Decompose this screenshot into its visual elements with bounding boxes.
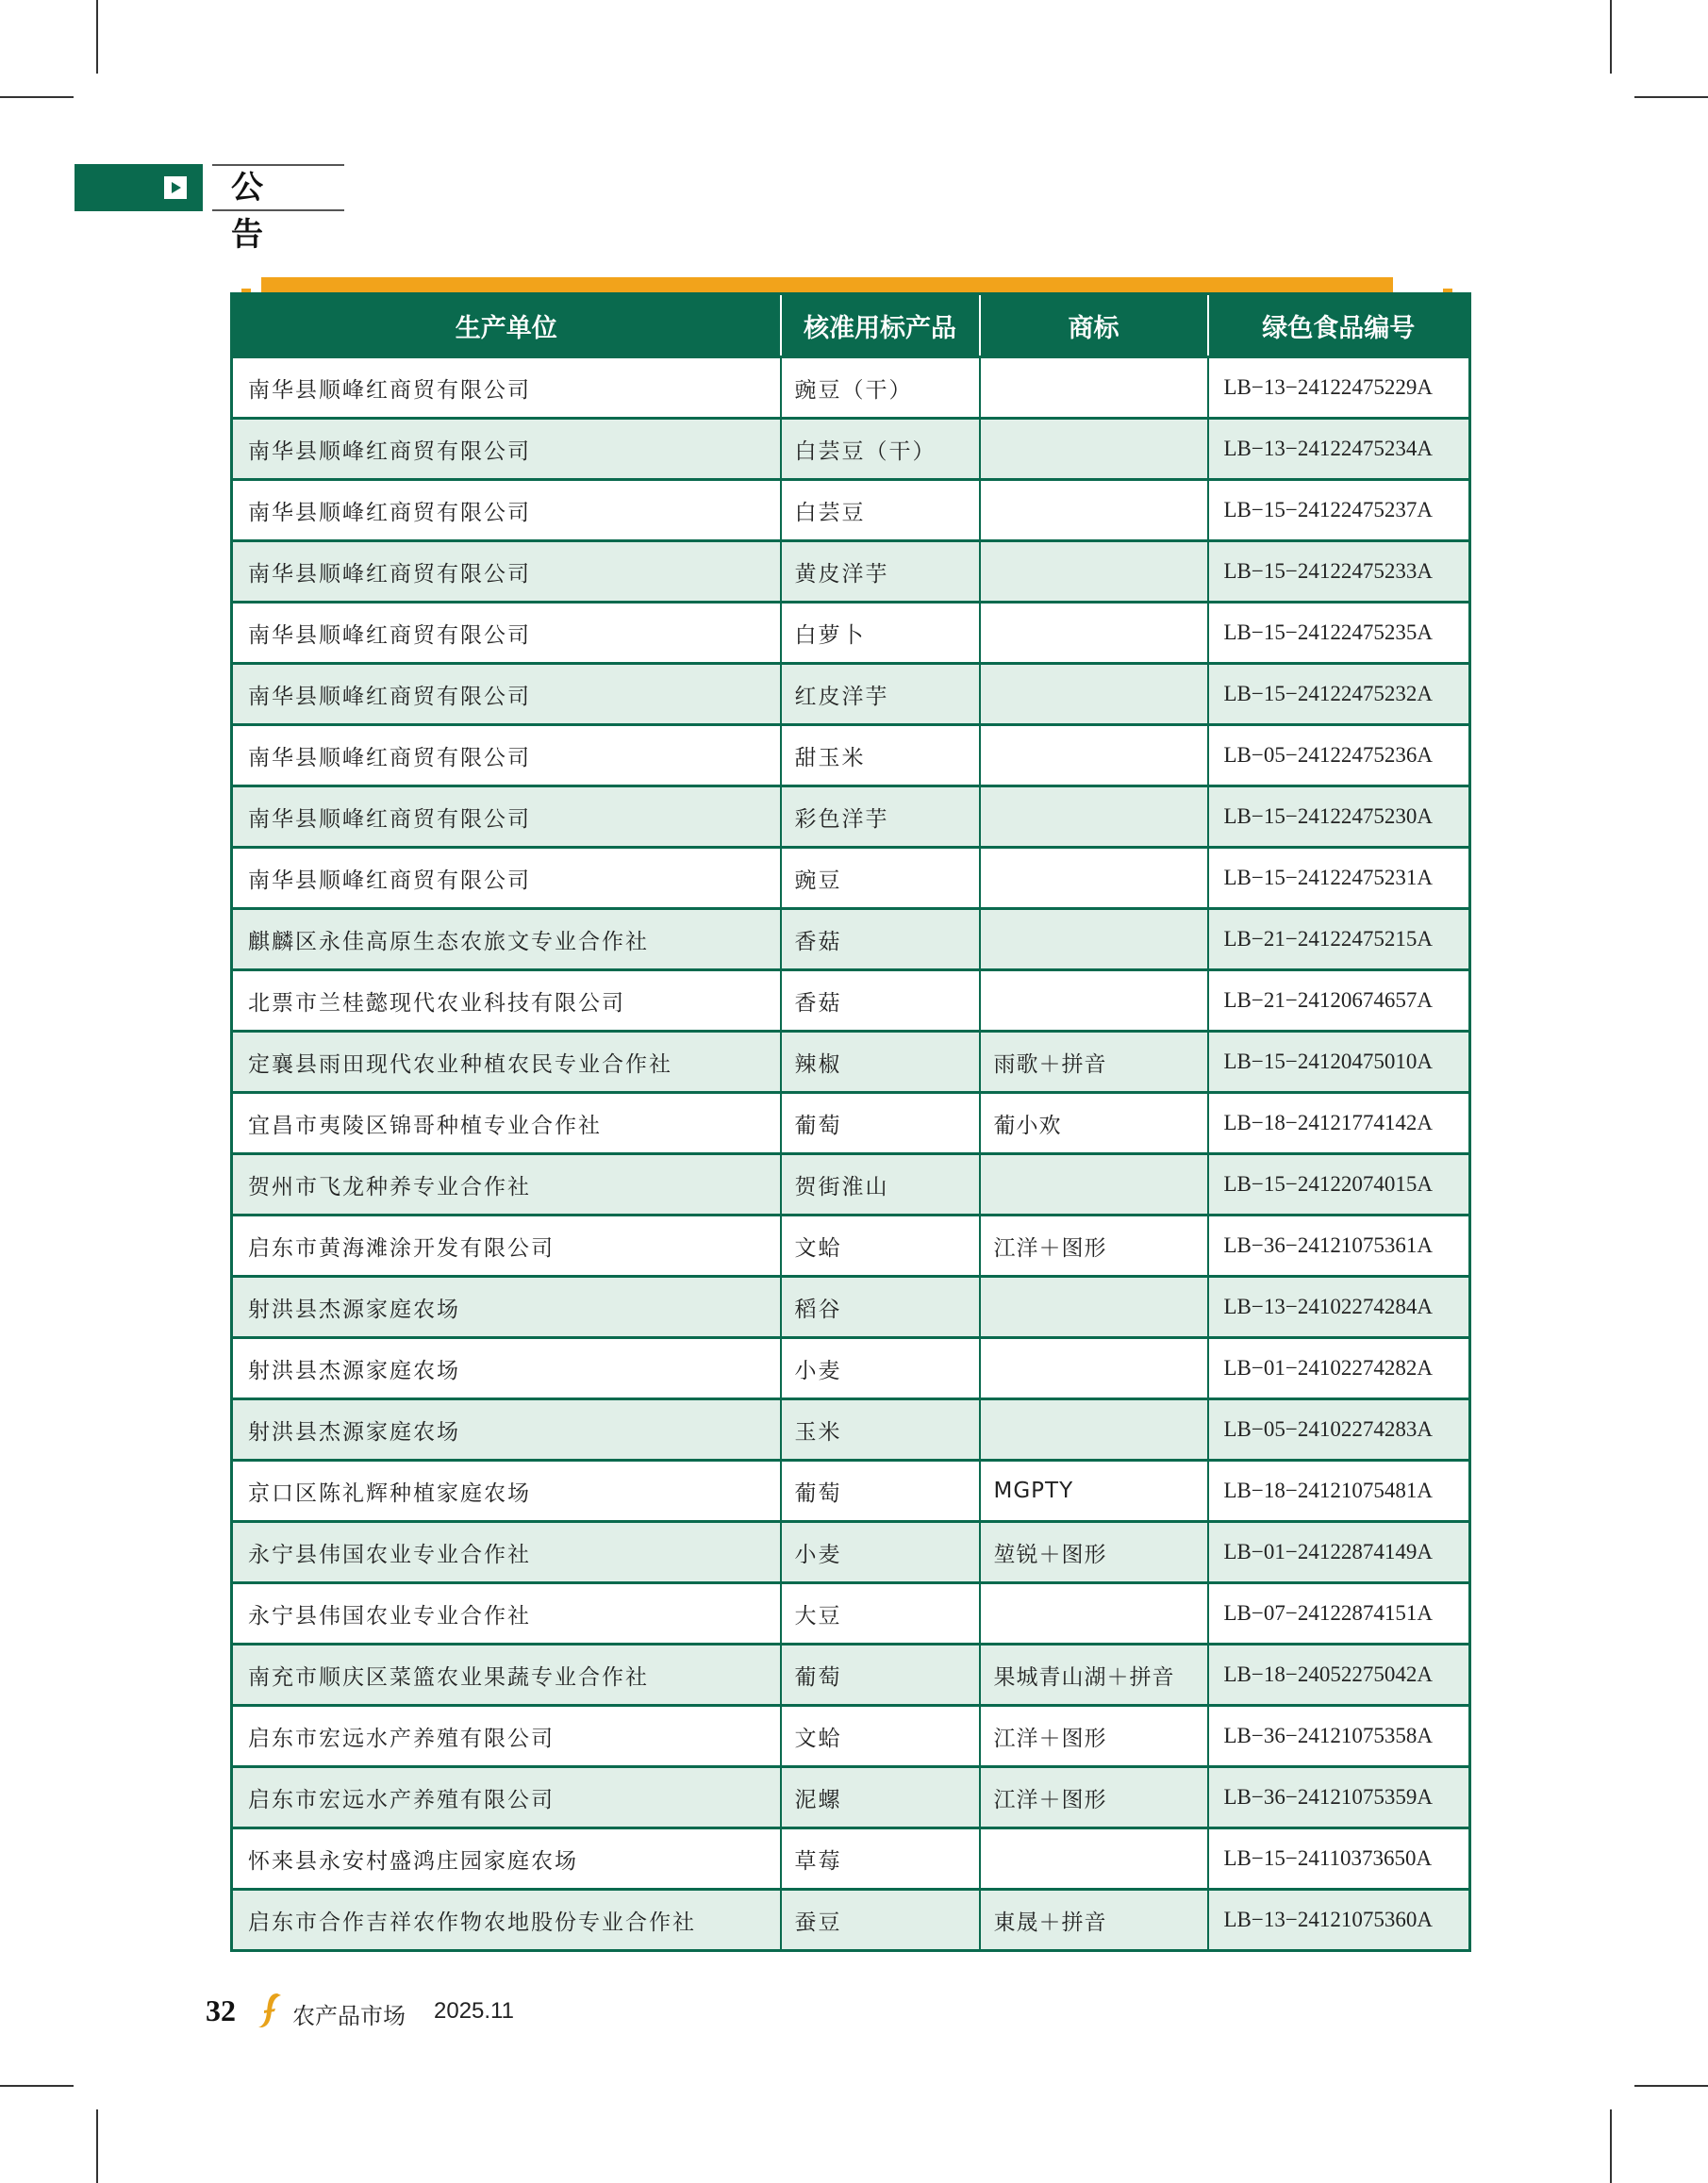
code-cell: LB−36−24121075361A (1208, 1216, 1470, 1277)
code-cell: LB−07−24122874151A (1208, 1583, 1470, 1645)
producer-cell: 南华县顺峰红商贸有限公司 (232, 357, 781, 419)
code-cell: LB−15−24122475232A (1208, 664, 1470, 725)
producer-cell: 定襄县雨田现代农业种植农民专业合作社 (232, 1032, 781, 1093)
producer-cell: 京口区陈礼辉种植家庭农场 (232, 1461, 781, 1522)
product-cell: 小麦 (781, 1338, 980, 1399)
trademark-cell (980, 1828, 1208, 1890)
producer-cell: 麒麟区永佳高原生态农旅文专业合作社 (232, 909, 781, 970)
trademark-cell: MGPTY (980, 1461, 1208, 1522)
product-cell: 大豆 (781, 1583, 980, 1645)
producer-cell: 射洪县杰源家庭农场 (232, 1399, 781, 1461)
magazine-logo-icon (257, 1992, 283, 2029)
product-cell: 辣椒 (781, 1032, 980, 1093)
crop-mark (1610, 0, 1612, 74)
product-cell: 白芸豆 (781, 480, 980, 541)
trademark-cell: 江洋＋图形 (980, 1706, 1208, 1767)
producer-cell: 启东市合作吉祥农作物农地股份专业合作社 (232, 1890, 781, 1951)
page-number: 32 (206, 1993, 236, 2027)
trademark-cell (980, 1583, 1208, 1645)
code-cell: LB−01−24102274282A (1208, 1338, 1470, 1399)
code-cell: LB−15−24122475230A (1208, 786, 1470, 848)
table-header (232, 294, 1470, 357)
producer-cell: 射洪县杰源家庭农场 (232, 1277, 781, 1338)
trademark-cell (980, 848, 1208, 909)
table-row (232, 1828, 1470, 1890)
producer-cell: 南华县顺峰红商贸有限公司 (232, 725, 781, 786)
producer-cell: 南华县顺峰红商贸有限公司 (232, 419, 781, 480)
product-cell: 葡萄 (781, 1461, 980, 1522)
crop-mark (1634, 2085, 1708, 2087)
table-row (232, 1399, 1470, 1461)
trademark-cell: 堃锐＋图形 (980, 1522, 1208, 1583)
trademark-cell: 果城青山湖＋拼音 (980, 1645, 1208, 1706)
producer-cell: 南华县顺峰红商贸有限公司 (232, 541, 781, 603)
product-cell: 文蛤 (781, 1216, 980, 1277)
table-row (232, 1706, 1470, 1767)
code-cell: LB−15−24120475010A (1208, 1032, 1470, 1093)
trademark-cell (980, 970, 1208, 1032)
section-header (75, 164, 344, 254)
table-body (232, 357, 1470, 1951)
producer-cell: 射洪县杰源家庭农场 (232, 1338, 781, 1399)
table-row (232, 603, 1470, 664)
table-row (232, 1093, 1470, 1154)
product-cell: 香菇 (781, 970, 980, 1032)
table-row (232, 664, 1470, 725)
column-header-trademark: 商标 (980, 294, 1208, 357)
column-header-producer: 生产单位 (232, 294, 781, 357)
code-cell: LB−36−24121075358A (1208, 1706, 1470, 1767)
trademark-cell: 雨歌＋拼音 (980, 1032, 1208, 1093)
table-row (232, 786, 1470, 848)
header-gap (203, 164, 212, 211)
table-row (232, 480, 1470, 541)
code-cell: LB−15−24110373650A (1208, 1828, 1470, 1890)
producer-cell: 启东市宏远水产养殖有限公司 (232, 1706, 781, 1767)
producer-cell: 贺州市飞龙种养专业合作社 (232, 1154, 781, 1216)
product-cell: 豌豆（干） (781, 357, 980, 419)
trademark-cell (980, 1277, 1208, 1338)
code-cell: LB−15−24122475231A (1208, 848, 1470, 909)
table-row (232, 970, 1470, 1032)
product-cell: 黄皮洋芋 (781, 541, 980, 603)
certification-table (230, 292, 1468, 1952)
table-row (232, 419, 1470, 480)
product-cell: 香菇 (781, 909, 980, 970)
table-row (232, 1461, 1470, 1522)
trademark-cell: 葡小欢 (980, 1093, 1208, 1154)
product-cell: 白萝卜 (781, 603, 980, 664)
code-cell: LB−05−24102274283A (1208, 1399, 1470, 1461)
trademark-cell (980, 1154, 1208, 1216)
trademark-cell: 東晟＋拼音 (980, 1890, 1208, 1951)
trademark-cell (980, 603, 1208, 664)
trademark-cell (980, 664, 1208, 725)
product-cell: 白芸豆（干） (781, 419, 980, 480)
code-cell: LB−15−24122475233A (1208, 541, 1470, 603)
crop-mark (0, 2085, 74, 2087)
code-cell: LB−13−24122475229A (1208, 357, 1470, 419)
producer-cell: 南华县顺峰红商贸有限公司 (232, 480, 781, 541)
crop-mark (0, 96, 74, 98)
trademark-cell: 江洋＋图形 (980, 1767, 1208, 1828)
product-cell: 甜玉米 (781, 725, 980, 786)
product-cell: 彩色洋芋 (781, 786, 980, 848)
table-row (232, 357, 1470, 419)
producer-cell: 南充市顺庆区菜篮农业果蔬专业合作社 (232, 1645, 781, 1706)
trademark-cell: 江洋＋图形 (980, 1216, 1208, 1277)
product-cell: 葡萄 (781, 1645, 980, 1706)
crop-mark (96, 0, 98, 74)
code-cell: LB−18−24052275042A (1208, 1645, 1470, 1706)
play-icon (164, 176, 187, 199)
table-row (232, 725, 1470, 786)
table (230, 292, 1471, 1952)
producer-cell: 宜昌市夷陵区锦哥种植专业合作社 (232, 1093, 781, 1154)
producer-cell: 永宁县伟国农业专业合作社 (232, 1522, 781, 1583)
issue-date: 2025.11 (434, 1998, 514, 2024)
code-cell: LB−13−24122475234A (1208, 419, 1470, 480)
table-row (232, 1216, 1470, 1277)
producer-cell: 南华县顺峰红商贸有限公司 (232, 786, 781, 848)
producer-cell: 怀来县永安村盛鸿庄园家庭农场 (232, 1828, 781, 1890)
product-cell: 豌豆 (781, 848, 980, 909)
code-cell: LB−21−24120674657A (1208, 970, 1470, 1032)
crop-mark (1610, 2109, 1612, 2183)
product-cell: 葡萄 (781, 1093, 980, 1154)
table-row (232, 1154, 1470, 1216)
crop-mark (96, 2109, 98, 2183)
section-title: 公 告 (231, 169, 284, 254)
table-row (232, 1522, 1470, 1583)
trademark-cell (980, 419, 1208, 480)
table-row (232, 1338, 1470, 1399)
trademark-cell (980, 725, 1208, 786)
code-cell: LB−18−24121774142A (1208, 1093, 1470, 1154)
producer-cell: 启东市黄海滩涂开发有限公司 (232, 1216, 781, 1277)
trademark-cell (980, 357, 1208, 419)
crop-mark (1634, 96, 1708, 98)
code-cell: LB−01−24122874149A (1208, 1522, 1470, 1583)
table-row (232, 848, 1470, 909)
table-row (232, 541, 1470, 603)
trademark-cell (980, 1338, 1208, 1399)
code-cell: LB−13−24102274284A (1208, 1277, 1470, 1338)
product-cell: 泥螺 (781, 1767, 980, 1828)
product-cell: 蚕豆 (781, 1890, 980, 1951)
producer-cell: 南华县顺峰红商贸有限公司 (232, 664, 781, 725)
table-row (232, 1277, 1470, 1338)
trademark-cell (980, 480, 1208, 541)
code-cell: LB−18−24121075481A (1208, 1461, 1470, 1522)
code-cell: LB−13−24121075360A (1208, 1890, 1470, 1951)
table-row (232, 1767, 1470, 1828)
product-cell: 稻谷 (781, 1277, 980, 1338)
code-cell: LB−15−24122074015A (1208, 1154, 1470, 1216)
table-row (232, 1645, 1470, 1706)
trademark-cell (980, 786, 1208, 848)
magazine-name: 农产品市场 (292, 2003, 406, 2029)
trademark-cell (980, 1399, 1208, 1461)
table-header-row (232, 294, 1470, 357)
table-row (232, 1583, 1470, 1645)
code-cell: LB−15−24122475235A (1208, 603, 1470, 664)
product-cell: 红皮洋芋 (781, 664, 980, 725)
producer-cell: 南华县顺峰红商贸有限公司 (232, 848, 781, 909)
code-cell: LB−05−24122475236A (1208, 725, 1470, 786)
table-row (232, 1032, 1470, 1093)
table-row (232, 1890, 1470, 1951)
column-header-code: 绿色食品编号 (1208, 294, 1470, 357)
trademark-cell (980, 541, 1208, 603)
code-cell: LB−36−24121075359A (1208, 1767, 1470, 1828)
column-header-product: 核准用标产品 (781, 294, 980, 357)
producer-cell: 南华县顺峰红商贸有限公司 (232, 603, 781, 664)
product-cell: 草莓 (781, 1828, 980, 1890)
product-cell: 玉米 (781, 1399, 980, 1461)
producer-cell: 启东市宏远水产养殖有限公司 (232, 1767, 781, 1828)
code-cell: LB−21−24122475215A (1208, 909, 1470, 970)
producer-cell: 永宁县伟国农业专业合作社 (232, 1583, 781, 1645)
product-cell: 小麦 (781, 1522, 980, 1583)
table-row (232, 909, 1470, 970)
producer-cell: 北票市兰桂懿现代农业科技有限公司 (232, 970, 781, 1032)
trademark-cell (980, 909, 1208, 970)
product-cell: 文蛤 (781, 1706, 980, 1767)
code-cell: LB−15−24122475237A (1208, 480, 1470, 541)
product-cell: 贺街淮山 (781, 1154, 980, 1216)
